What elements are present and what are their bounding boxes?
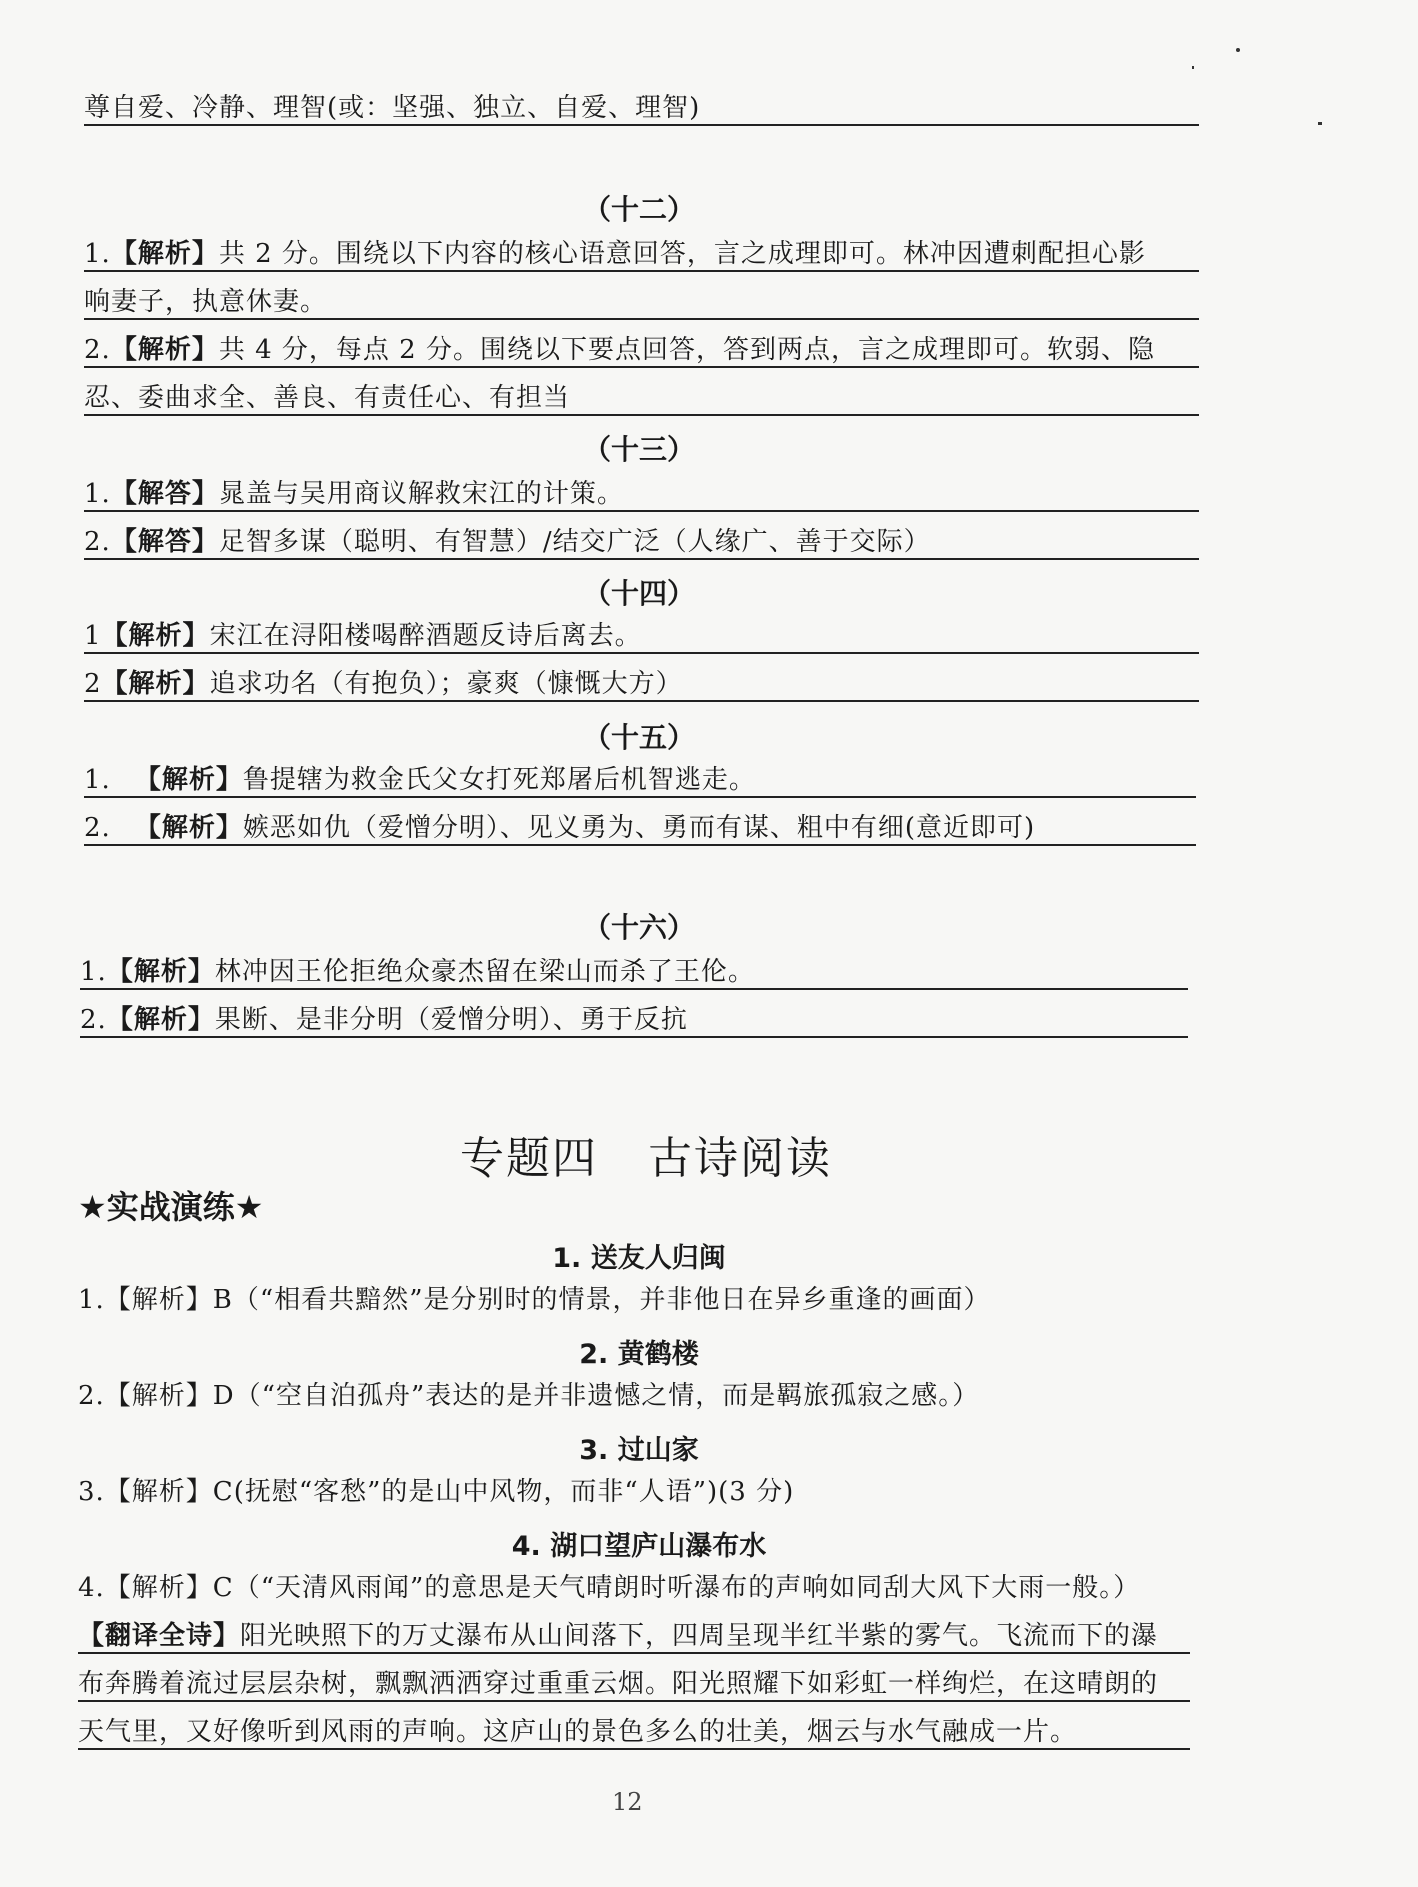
item-number: 2 [84,669,102,699]
item-number: 1. [80,957,107,987]
answer-line [84,812,1196,846]
item-tag: 【解析】 [110,239,219,269]
item-number: 1. [84,765,111,795]
scan-speck [1192,66,1194,69]
item-number: 1. [84,239,111,269]
item-text: 响妻子，执意休妻。 [84,287,328,317]
answer-line [84,478,1199,512]
item-tag: 【解答】 [110,479,219,509]
section-heading: （十四） [582,577,695,610]
section-heading: （十二） [582,193,695,226]
translation-line [78,1716,1190,1750]
item-text: 共 4 分，每点 2 分。围绕以下要点回答，答到两点，言之成理即可。软弱、隐 [218,335,1155,365]
practice-label: ★实战演练★ [78,1188,264,1226]
poem-answer: 1.【解析】B（“相看共黯然”是分别时的情景，并非他日在异乡重逢的画面） [78,1285,991,1315]
chapter-name: 古诗阅读 [648,1133,832,1184]
section-heading: （十六） [582,911,695,944]
answer-line [84,382,1199,416]
item-tag: 【解析】 [110,335,219,365]
translation-text: 天气里，又好像听到风雨的声响。这庐山的景色多么的壮美，烟云与水气融成一片。 [78,1717,1078,1747]
item-tag: 【解析】 [101,621,210,651]
item-tag: 【解析】 [134,765,243,795]
item-text: 晁盖与吴用商议解救宋江的计策。 [218,479,624,509]
answer-line [84,334,1199,368]
section-heading: （十五） [582,721,695,754]
poem-title: 2. 黄鹤楼 [579,1339,699,1370]
answer-line [80,1004,1188,1038]
item-number: 2. [84,813,111,843]
scan-speck [1236,48,1240,52]
poem-title: 4. 湖口望庐山瀑布水 [511,1531,767,1562]
answer-line [84,526,1199,560]
item-number: 2. [84,527,111,557]
poem-answer: 3.【解析】C(抚慰“客愁”的是山中风物，而非“人语”)(3 分) [78,1477,795,1507]
item-number: 1. [84,479,111,509]
item-number: 2. [80,1005,107,1035]
scan-speck [1318,122,1322,125]
top-answer-text: 尊自爱、冷静、理智(或：坚强、独立、自爱、理智) [84,93,701,123]
item-text: 忍、委曲求全、善良、有责任心、有担当 [84,383,571,413]
item-text: 果断、是非分明（爱憎分明）、勇于反抗 [214,1005,688,1035]
poem-title: 3. 过山家 [579,1435,699,1466]
answer-line [80,956,1188,990]
section-heading: （十三） [582,433,695,466]
answer-line [84,238,1199,272]
item-number: 1 [84,621,102,651]
item-text: 嫉恶如仇（爱憎分明）、见义勇为、勇而有谋、粗中有细(意近即可) [242,813,1036,843]
item-text: 追求功名（有抱负）；豪爽（慷慨大方） [209,669,683,699]
item-text: 足智多谋（聪明、有智慧）/结交广泛（人缘广、善于交际） [218,527,931,557]
answer-line [84,286,1199,320]
item-text: 共 2 分。围绕以下内容的核心语意回答，言之成理即可。林冲因遭刺配担心影 [218,239,1146,269]
top-answer-line [84,92,1199,126]
chapter-title [460,1122,832,1186]
chapter-number: 专题四 [460,1133,598,1184]
answer-line [84,668,1199,702]
answer-line [84,620,1199,654]
poem-answer: 4.【解析】C（“天清风雨闻”的意思是天气晴朗时听瀑布的声响如同刮大风下大雨一般。） [78,1573,1141,1603]
answer-line [84,764,1196,798]
item-tag: 【解答】 [110,527,219,557]
item-tag: 【解析】 [101,669,210,699]
item-tag: 【解析】 [106,957,215,987]
item-text: 宋江在浔阳楼喝醉酒题反诗后离去。 [209,621,642,651]
item-text: 林冲因王伦拒绝众豪杰留在梁山而杀了王伦。 [214,957,755,987]
translation-tag: 【翻译全诗】 [78,1621,241,1651]
translation-text: 阳光映照下的万丈瀑布从山间落下，四周呈现半红半紫的雾气。飞流而下的瀑 [240,1621,1159,1651]
item-tag: 【解析】 [106,1005,215,1035]
translation-line [78,1668,1190,1702]
item-text: 鲁提辖为救金氏父女打死郑屠后机智逃走。 [242,765,756,795]
translation-line [78,1620,1190,1654]
translation-text: 布奔腾着流过层层杂树，飘飘洒洒穿过重重云烟。阳光照耀下如彩虹一样绚烂，在这晴朗的 [78,1669,1159,1699]
page-number: 12 [612,1788,643,1816]
item-number: 2. [84,335,111,365]
poem-title: 1. 送友人归闽 [552,1243,726,1274]
poem-answer: 2.【解析】D（“空自泊孤舟”表达的是并非遗憾之情，而是羁旅孤寂之感。） [78,1381,980,1411]
item-tag: 【解析】 [134,813,243,843]
